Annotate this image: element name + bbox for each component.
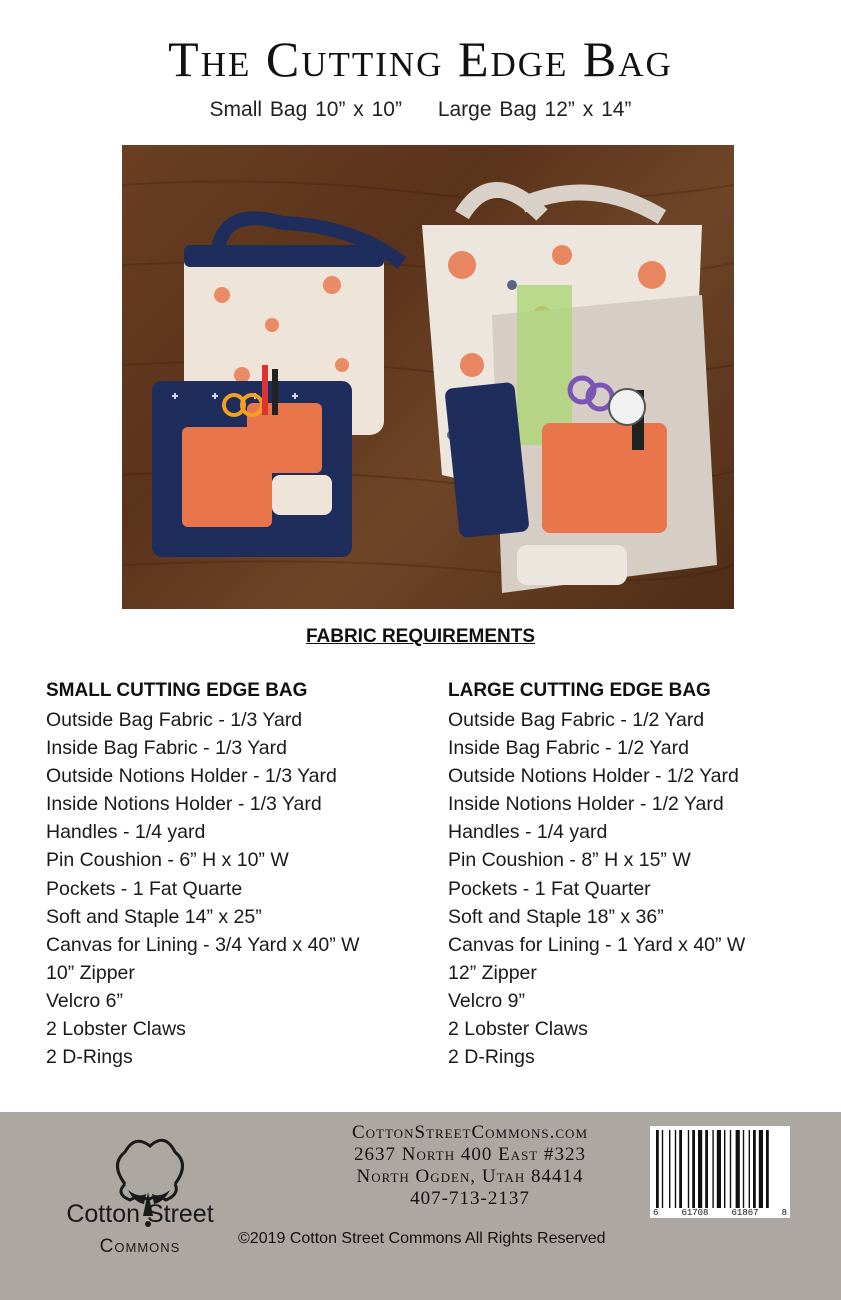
list-item: Handles - 1/4 yard bbox=[46, 821, 206, 844]
fabric-requirements-title: FABRIC REQUIREMENTS bbox=[305, 626, 536, 647]
page-title: The Cutting Edge Bag bbox=[168, 31, 673, 87]
list-item: Canvas for Lining - 1 Yard x 40” W bbox=[448, 933, 746, 956]
size-subtitle bbox=[0, 98, 841, 122]
barcode-digit: 61867 bbox=[731, 1208, 759, 1218]
large-size-label: Large Bag 12” x 14” bbox=[437, 98, 632, 121]
large-bag-list bbox=[448, 706, 745, 1071]
barcode-digit: 61708 bbox=[681, 1208, 709, 1218]
list-item: 2 Lobster Claws bbox=[448, 1018, 588, 1041]
footer bbox=[0, 1112, 841, 1300]
copyright-notice: ©2019 Cotton Street Commons All Rights Reserved bbox=[238, 1230, 606, 1247]
list-item: Outside Bag Fabric - 1/2 Yard bbox=[448, 709, 705, 731]
barcode-digit: 8 bbox=[781, 1208, 787, 1218]
barcode-icon bbox=[650, 1126, 790, 1216]
phone-number: 407-713-2137 bbox=[410, 1188, 530, 1209]
list-item: 10” Zipper bbox=[46, 961, 135, 984]
small-size-label: Small Bag 10” x 10” bbox=[209, 98, 402, 121]
list-item: 2 D-Rings bbox=[46, 1046, 133, 1069]
list-item: Inside Notions Holder - 1/2 Yard bbox=[448, 793, 724, 816]
small-bag-heading: SMALL CUTTING EDGE BAG bbox=[46, 680, 308, 701]
bags-illustration bbox=[122, 145, 734, 609]
list-item: Outside Bag Fabric - 1/3 Yard bbox=[46, 709, 303, 731]
barcode-digit: 6 bbox=[653, 1208, 659, 1218]
list-item: Inside Notions Holder - 1/3 Yard bbox=[46, 793, 322, 816]
list-item: Canvas for Lining - 3/4 Yard x 40” W bbox=[46, 933, 360, 956]
brand-sub: Commons bbox=[99, 1236, 181, 1257]
large-bag-requirements bbox=[448, 680, 745, 1071]
list-item: Soft and Staple 14” x 25” bbox=[46, 905, 262, 928]
list-item: Inside Bag Fabric - 1/2 Yard bbox=[448, 737, 689, 760]
list-item: Handles - 1/4 yard bbox=[448, 821, 608, 844]
list-item: Velcro 6” bbox=[46, 989, 123, 1012]
brand-name: Cotton Street bbox=[66, 1200, 214, 1228]
list-item: Pin Coushion - 6” H x 10” W bbox=[46, 849, 289, 872]
list-item: Outside Notions Holder - 1/2 Yard bbox=[448, 765, 739, 788]
address-line-2: North Ogden, Utah 84414 bbox=[356, 1166, 584, 1187]
list-item: Outside Notions Holder - 1/3 Yard bbox=[46, 765, 337, 788]
website-link[interactable]: CottonStreetCommons.com bbox=[351, 1122, 589, 1143]
list-item: Pin Coushion - 8” H x 15” W bbox=[448, 849, 691, 872]
list-item: Velcro 9” bbox=[448, 989, 525, 1012]
address-line-1: 2637 North 400 East #323 bbox=[354, 1144, 586, 1165]
small-bag-list bbox=[46, 706, 360, 1071]
list-item: 2 D-Rings bbox=[448, 1046, 535, 1069]
product-photo bbox=[122, 145, 734, 609]
large-bag-heading: LARGE CUTTING EDGE BAG bbox=[448, 680, 711, 701]
list-item: Pockets - 1 Fat Quarter bbox=[448, 877, 651, 900]
contact-block bbox=[300, 1122, 640, 1210]
list-item: Inside Bag Fabric - 1/3 Yard bbox=[46, 737, 287, 760]
list-item: Pockets - 1 Fat Quarte bbox=[46, 877, 243, 900]
small-bag-requirements bbox=[46, 680, 360, 1071]
list-item: 12” Zipper bbox=[448, 961, 537, 984]
list-item: Soft and Staple 18” x 36” bbox=[448, 905, 664, 928]
list-item: 2 Lobster Claws bbox=[46, 1018, 186, 1041]
barcode-digits bbox=[650, 1208, 790, 1218]
